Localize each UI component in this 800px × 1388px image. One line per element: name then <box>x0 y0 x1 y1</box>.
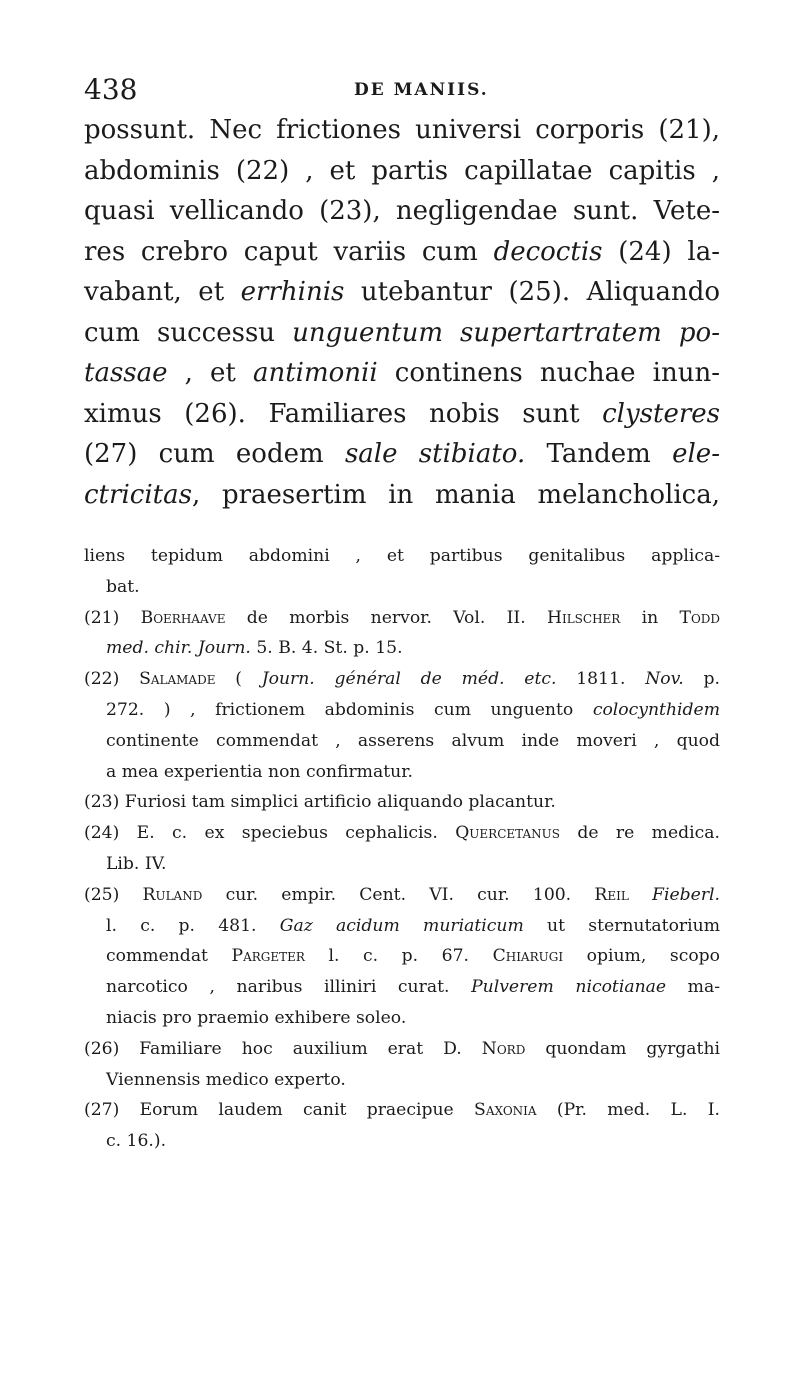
footnote-25-line: commendat Pargeter l. c. p. 67. Chiarugi opium, scopo <box>106 946 721 967</box>
italic-term: clysteres <box>602 398 720 429</box>
footnote-25-line: l. c. p. 481. Gaz acidum muriaticum ut sternutatorium <box>106 915 720 936</box>
body-line: (27) cum eodem sale stibiato. Tandem ele- <box>84 439 720 469</box>
page-header <box>84 70 724 110</box>
footnote-22-line: 272. ) , frictionem abdominis cum unguento colocynthidem <box>106 699 720 720</box>
italic-term: antimonii <box>252 358 378 388</box>
body-line: quasi vellicando (23), negligendae sunt. Vete- <box>84 196 720 226</box>
body-line: cum successu unguentum supertartratem po- <box>84 317 720 348</box>
body-line: possunt. Nec frictiones universi corporis (21), <box>84 115 720 145</box>
footnotes <box>84 541 724 1157</box>
footnote-21-line: med. chir. Journ. 5. B. 4. St. p. 15. <box>106 638 403 659</box>
footnote-21: (21) Boerhaave de morbis nervor. Vol. II. Hilscher in Todd <box>84 607 721 628</box>
footnote-22-line: continente commendat , asserens alvum inde moveri , quod <box>106 730 720 751</box>
footnote-23: (23) Furiosi tam simplici artificio aliquando placantur. <box>84 792 556 813</box>
body-line: vabant, et errhinis utebantur (25). Aliquando <box>84 277 720 307</box>
running-title: DE MANIIS. <box>354 80 489 100</box>
body-line: ximus (26). Familiares nobis sunt clysteres <box>84 398 720 429</box>
body-line: res crebro caput variis cum decoctis (24) la- <box>84 236 720 267</box>
footnote-24-line: Lib. IV. <box>106 853 167 874</box>
body-line: abdominis (22) , et partis capillatae capitis , <box>84 155 720 186</box>
italic-term: decoctis <box>493 236 603 267</box>
italic-term: ctricitas <box>84 479 192 510</box>
italic-term: unguentum supertartratem po- <box>292 317 720 348</box>
body-line: ctricitas, praesertim in mania melancholica, <box>84 479 720 510</box>
footnote-24: (24) E. c. ex speciebus cephalicis. Quercetanus de re medica. <box>84 823 720 844</box>
footnote-continuation: liens tepidum abdomini , et partibus genitalibus applica- <box>84 546 720 566</box>
footnote-25: (25) Ruland cur. empir. Cent. VI. cur. 100. Reil Fieberl. <box>84 884 720 905</box>
main-text <box>84 110 724 515</box>
footnote-25-line: narcotico , naribus illiniri curat. Pulverem nicotianae ma- <box>106 977 721 998</box>
footnote-26: (26) Familiare hoc auxilium erat D. Nord quondam gyrgathi <box>84 1038 721 1059</box>
footnote-continuation: bat. <box>106 576 140 597</box>
body-line: tassae , et antimonii continens nuchae inun- <box>84 358 720 388</box>
book-page <box>84 70 724 1157</box>
footnote-22: (22) Salamade ( Journ. général de méd. etc. 1811. Nov. p. <box>84 669 720 690</box>
italic-term: tassae <box>84 358 168 388</box>
footnote-27-line: c. 16.). <box>106 1131 167 1152</box>
footnote-22-line: a mea experientia non confirmatur. <box>106 761 413 782</box>
italic-term: sale stibiato. <box>344 439 526 469</box>
italic-term: ele- <box>672 439 720 469</box>
italic-term: errhinis <box>240 277 345 307</box>
footnote-25-line: niacis pro praemio exhibere soleo. <box>106 1007 407 1028</box>
page-number: 438 <box>84 73 138 106</box>
footnote-26-line: Viennensis medico experto. <box>106 1069 346 1090</box>
footnote-27: (27) Eorum laudem canit praecipue Saxonia (Pr. med. L. I. <box>84 1100 720 1121</box>
